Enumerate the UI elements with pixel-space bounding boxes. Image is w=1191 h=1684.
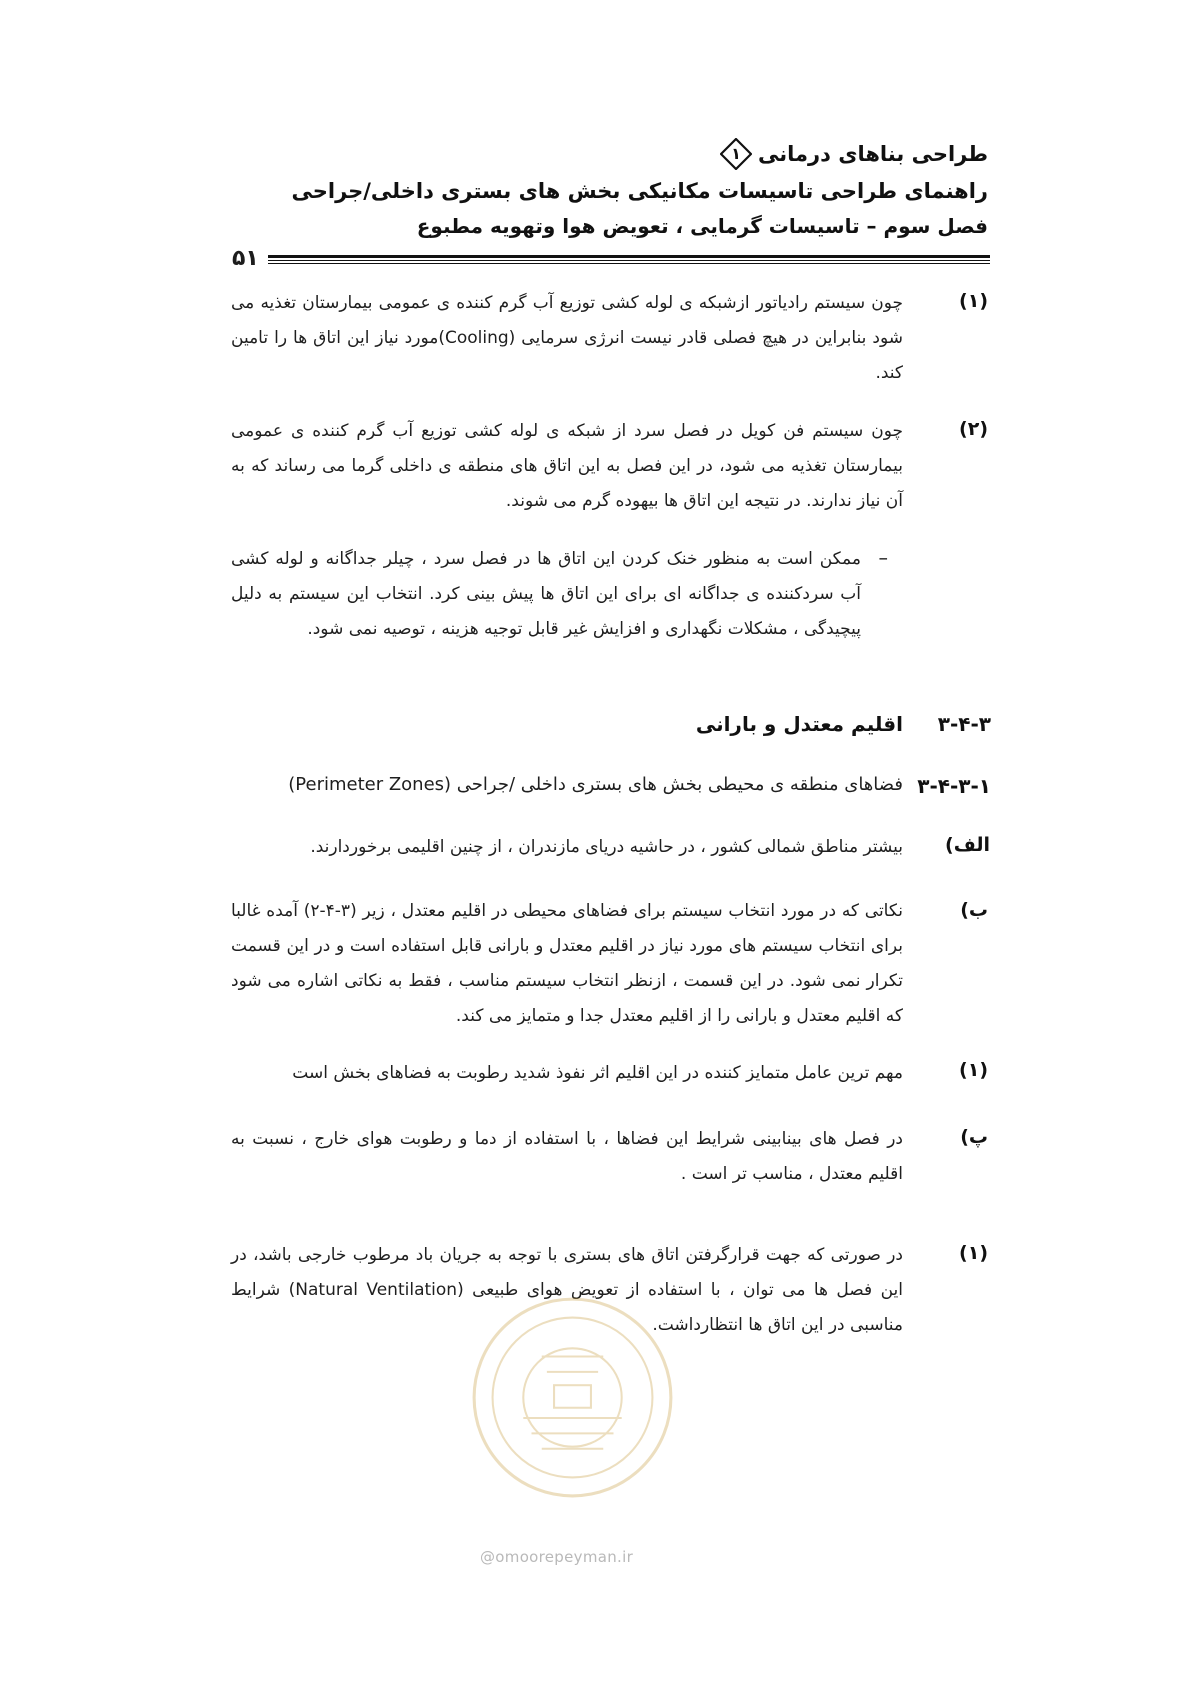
paragraph: ممکن است به منظور خنک کردن این اتاق ها در فصل سرد ، چیلر جداگانه و لوله کشی آب سردکننده ی جداگانه ای برای این اتاق ها پیش بینی کرد. انتخاب این سیستم به دلیل پیچیدگی ، مشکلات نگهداری و افزایش غیر قابل توجیه هزینه ، توصیه نمی شود. <box>231 549 861 639</box>
paragraph: چون سیستم رادیاتور ازشبکه ی لوله کشی توزیع آب گرم کننده ی عمومی بیمارستان تغذیه می شود بنابراین در هیچ فصلی قادر نیست انرژی سرمایی (Cooling)مورد نیاز این اتاق ها را تامین کند. <box>231 293 903 383</box>
watermark-url: @omoorepeyman.ir <box>480 1548 634 1566</box>
book-title-text: طراحی بناهای درمانی <box>758 142 988 166</box>
list-marker: ب) <box>960 899 988 921</box>
book-title <box>720 138 988 170</box>
paragraph: نکاتی که در مورد انتخاب سیستم برای فضاهای محیطی در اقلیم معتدل ، زیر (۳-۴-۲) آمده غالبا برای انتخاب سیستم های مورد نیاز در اقلیم معتدل و بارانی قابل استفاده است و در این قسمت تکرار نمی شود. در این قسمت ، ازنظر انتخاب سیستم مناسب ، فقط به نکاتی اشاره می شود که اقلیم معتدل و بارانی را از اقلیم معتدل جدا و متمایز می کند. <box>231 901 903 1026</box>
page-number: ۵۱ <box>232 246 259 271</box>
stamp-watermark-icon <box>470 1295 675 1500</box>
header-rule-thin <box>268 260 990 261</box>
subsection-number: ۳-۴-۳-۱ <box>917 774 991 798</box>
list-marker: (۱) <box>959 1242 988 1264</box>
list-marker: پ) <box>960 1126 988 1148</box>
paragraph: بیشتر مناطق شمالی کشور ، در حاشیه دریای مازندران ، از چنین اقلیمی برخوردارند. <box>310 837 903 857</box>
paragraph: چون سیستم فن کویل در فصل سرد از شبکه ی لوله کشی توزیع آب گرم کننده ی عمومی بیمارستان تغذیه می شود، در این فصل به این اتاق های منطقه ی داخلی گرما می رساند که به آن نیاز ندارند. در نتیجه این اتاق ها بیهوده گرم می شوند. <box>231 421 903 511</box>
list-marker: (۱) <box>959 290 988 312</box>
list-marker: (۲) <box>959 418 988 440</box>
paragraph: مهم ترین عامل متمایز کننده در این اقلیم اثر نفوذ شدید رطوبت به فضاهای بخش است <box>292 1063 903 1083</box>
guide-title: راهنمای طراحی تاسیسات مکانیکی بخش های بستری داخلی/جراحی <box>291 179 988 203</box>
chapter-title: فصل سوم – تاسیسات گرمایی ، تعویض هوا وتهویه مطبوع <box>416 214 988 238</box>
subsection-title: فضاهای منطقه ی محیطی بخش های بستری داخلی /جراحی (Perimeter Zones) <box>288 774 903 795</box>
paragraph: در فصل های بینابینی شرایط این فضاها ، با استفاده از دما و رطوبت هوای خارج ، نسبت به اقلیم معتدل ، مناسب تر است . <box>231 1129 903 1184</box>
paragraph: در صورتی که جهت قرارگرفتن اتاق های بستری با توجه به جریان باد مرطوب خارجی باشد، در این فصل ها می توان ، با استفاده از تعویض هوای طبیعی (Natural Ventilation) شرایط مناسبی در این اتاق ها انتظارداشت. <box>231 1245 903 1335</box>
header-rule-thick <box>268 255 990 258</box>
dash-marker: – <box>878 547 888 569</box>
volume-badge <box>720 138 752 170</box>
header-rule-thin-2 <box>268 263 990 264</box>
section-number: ۳-۴-۳ <box>937 712 991 736</box>
section-title: اقلیم معتدل و بارانی <box>695 712 903 736</box>
volume-number: ۱ <box>731 144 741 163</box>
list-marker: (۱) <box>959 1059 988 1081</box>
list-marker: الف) <box>945 834 990 856</box>
